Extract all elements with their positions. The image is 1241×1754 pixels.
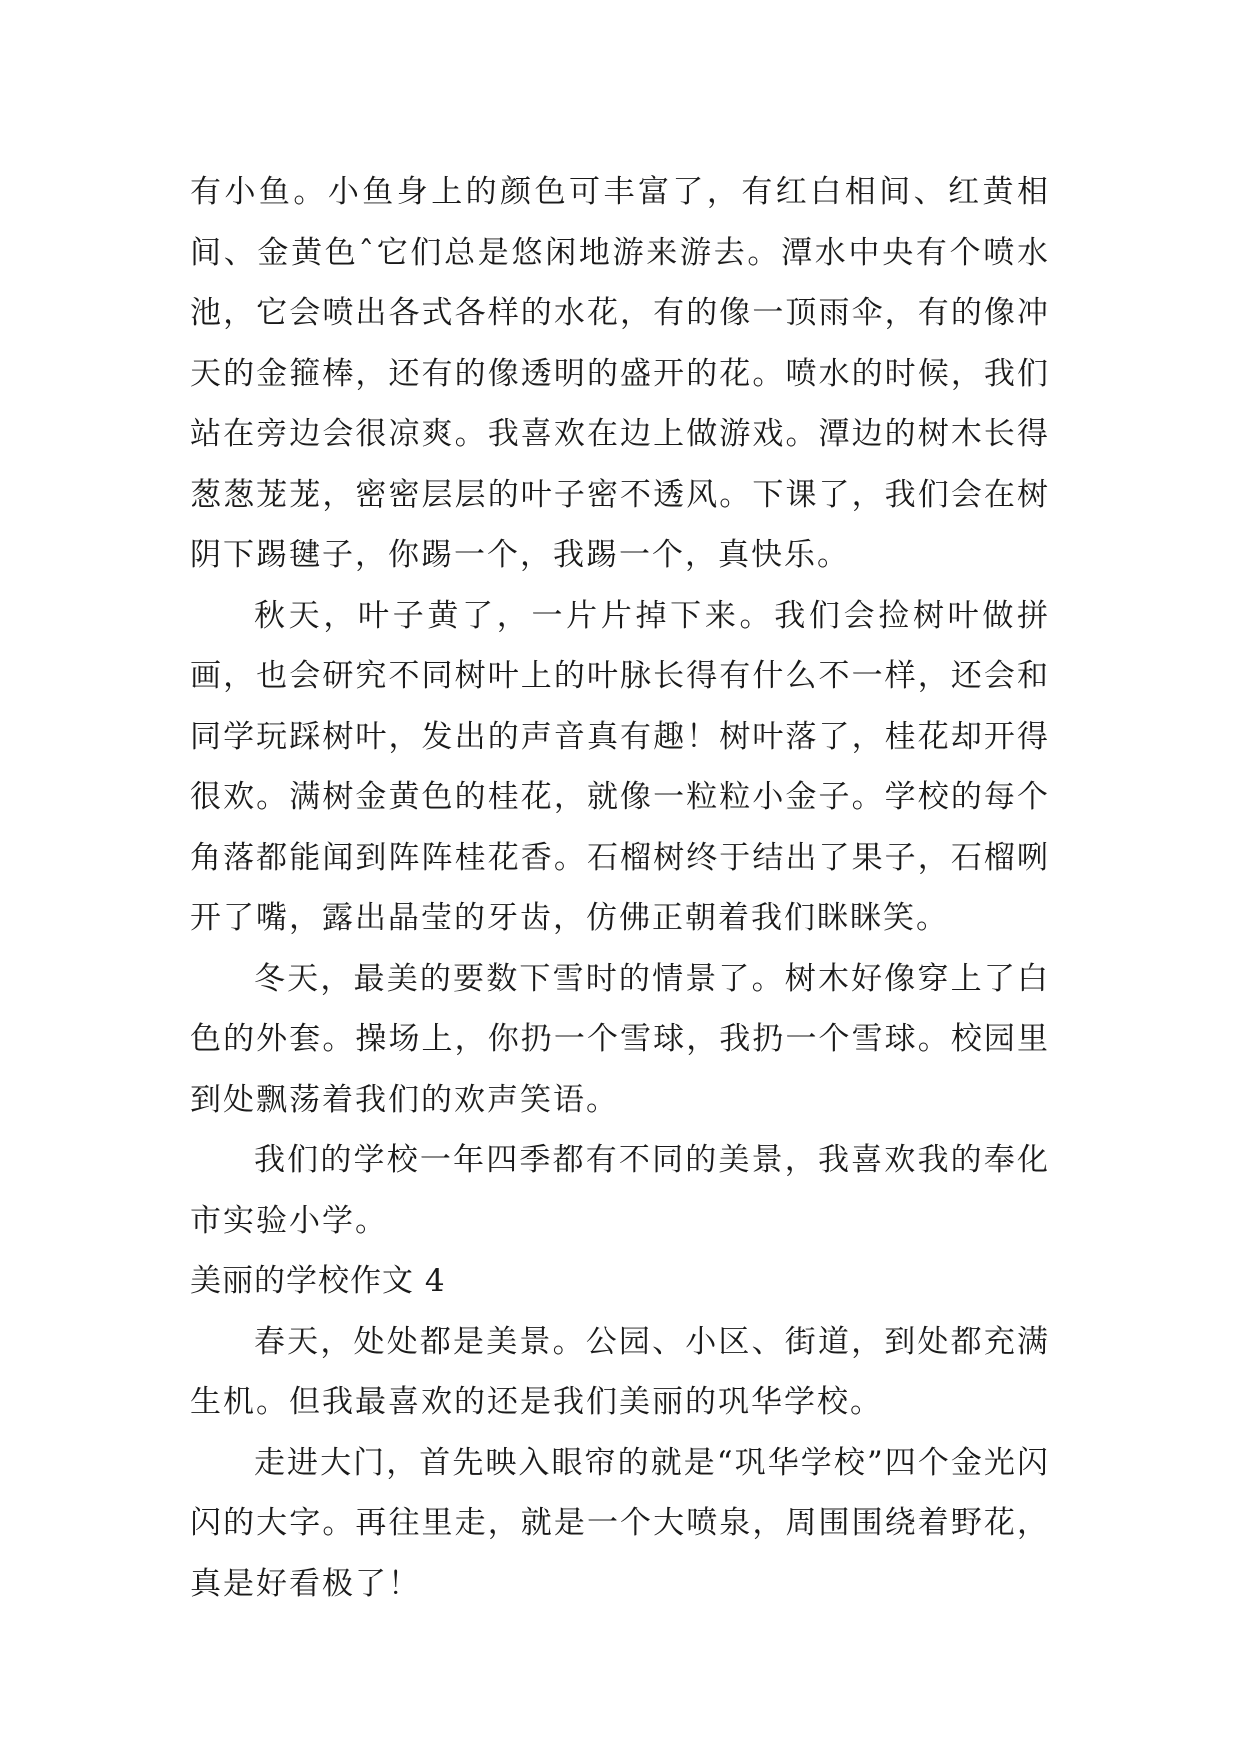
paragraph-autumn: 秋天，叶子黄了，一片片掉下来。我们会捡树叶做拼画，也会研究不同树叶上的叶脉长得有什么不一样，还会和同学玩踩树叶，发出的声音真有趣！树叶落了，桂花却开得很欢。满树金黄色的桂花，就像一粒粒小金子。学校的每个角落都能闻到阵阵桂花香。石榴树终于结出了果子，石榴咧开了嘴，露出晶莹的牙齿，仿佛正朝着我们眯眯笑。 [190,597,1050,936]
paragraph-pond-fish: 有小鱼。小鱼身上的颜色可丰富了，有红白相间、红黄相间、金黄色ˆ它们总是悠闲地游来游去。潭水中央有个喷水池，它会喷出各式各样的水花，有的像一顶雨伞，有的像冲天的金箍棒，还有的像透明的盛开的花。喷水的时候，我们站在旁边会很凉爽。我喜欢在边上做游戏。潭边的树木长得葱葱茏茏，密密层层的叶子密不透风。下课了，我们会在树阴下踢毽子，你踢一个，我踢一个，真快乐。 [190,174,1050,573]
document-page [190,162,1050,1614]
paragraph-spring: 春天，处处都是美景。公园、小区、街道，到处都充满生机。但我最喜欢的还是我们美丽的巩华学校。 [190,1323,1050,1420]
section-title: 美丽的学校作文 4 [190,1263,446,1299]
paragraph-conclusion: 我们的学校一年四季都有不同的美景，我喜欢我的奉化市实验小学。 [190,1142,1050,1239]
paragraph-winter: 冬天，最美的要数下雪时的情景了。树木好像穿上了白色的外套。操场上，你扔一个雪球，我扔一个雪球。校园里到处飘荡着我们的欢声笑语。 [190,960,1050,1118]
paragraph-gate: 走进大门，首先映入眼帘的就是“巩华学校”四个金光闪闪的大字。再往里走，就是一个大喷泉，周围围绕着野花，真是好看极了！ [190,1444,1050,1602]
